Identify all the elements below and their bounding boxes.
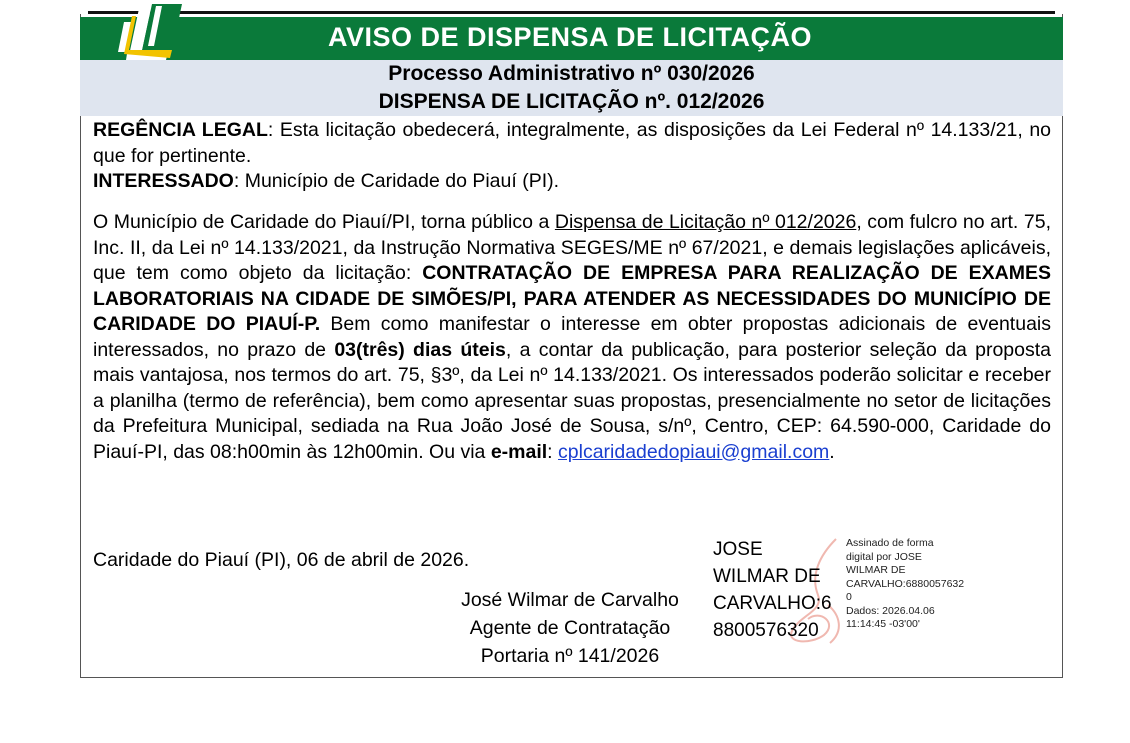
main-text-4: , a contar da publicação, para posterior seleção da proposta mais vantajosa, nos termos do art. 75, §3º, da Lei nº 14.133/2021. Os interessados poderão solicitar e receber a planilha (termo de referência), bem como apresentar suas propostas, presencialmente no setor de licitações da Prefeitura Municipal, sediada na Rua João José de Sousa, s/nº, Centro, CEP: 64.590-000, Caridade do Piauí-PI, das 08:h00min às 12h00min. Ou via	[93, 338, 1052, 463]
sig-meta-line: digital por JOSE	[846, 550, 922, 563]
sig-meta-line: 11:14:45 -03'00'	[846, 618, 920, 630]
sig-meta-line: Assinado de forma	[846, 537, 934, 549]
sig-name-line: CARVALHO:6	[713, 593, 832, 614]
objeto-text: CONTRATAÇÃO DE EMPRESA PARA REALIZAÇÃO DE EXAMES LABORATORIAIS NA CIDADE DE SIMÕES/PI, PARA ATENDER AS NECESSIDADES DO MUNICÍPIO DE CARIDADE DO PIAUÍ-P.	[93, 262, 1052, 335]
digital-signature-name	[713, 536, 833, 644]
prazo-text: 03(três) dias úteis	[334, 338, 506, 361]
sig-name-line: 8800576320	[713, 620, 819, 641]
date-line: Caridade do Piauí (PI), 06 de abril de 2026.	[93, 549, 470, 571]
sig-name-line: WILMAR DE	[713, 566, 821, 587]
dispensa-number: DISPENSA DE LICITAÇÃO nº. 012/2026	[378, 90, 765, 113]
main-text-1: O Município de Caridade do Piauí/PI, torna público a	[93, 211, 555, 233]
regencia-label: REGÊNCIA LEGAL	[93, 119, 268, 141]
process-number: Processo Administrativo nº 030/2026	[388, 62, 755, 85]
brand-logo-icon	[118, 2, 190, 60]
email-link[interactable]: cplcaridadedopiaui@gmail.com	[558, 440, 830, 463]
legal-section	[93, 118, 1051, 195]
regencia-text: : Esta licitação obedecerá, integralmente, as disposições da Lei Federal nº 14.133/21, no que for pertinente.	[93, 119, 1052, 167]
notice-title: AVISO DE DISPENSA DE LICITAÇÃO	[327, 22, 813, 52]
main-text-3: Bem como manifestar o interesse em obter propostas adicionais de eventuais interessados, no prazo de	[93, 313, 1052, 361]
sig-meta-line: WILMAR DE	[846, 564, 906, 576]
signatory-portaria: Portaria nº 141/2026	[480, 645, 660, 667]
main-text-2: , com fulcro no art. 75, Inc. II, da Lei nº 14.133/2021, da Instrução Normativa SEGES/ME nº 67/2021, e demais legislações aplicáveis, que tem como objeto da licitação:	[93, 211, 1051, 284]
interessado-label: INTERESSADO	[93, 170, 234, 192]
sig-name-line: JOSE	[713, 539, 763, 560]
email-label: e-mail	[490, 440, 548, 463]
signatory-block	[430, 586, 710, 670]
regencia-paragraph	[93, 118, 1051, 169]
interessado-text: : Município de Caridade do Piauí (PI).	[233, 170, 560, 192]
main-text-5: :	[547, 440, 559, 463]
sig-meta-line: Dados: 2026.04.06	[846, 604, 935, 617]
dispensa-reference: Dispensa de Licitação nº 012/2026	[554, 211, 857, 233]
digital-signature-meta	[846, 537, 981, 632]
main-text-6: .	[829, 440, 835, 463]
interessado-paragraph	[93, 169, 1051, 195]
signatory-name: José Wilmar de Carvalho	[461, 589, 679, 611]
sig-meta-line: 0	[846, 591, 852, 603]
signatory-role: Agente de Contratação	[469, 617, 671, 639]
sig-meta-line: CARVALHO:6880057632	[846, 577, 965, 590]
main-paragraph	[93, 210, 1051, 465]
